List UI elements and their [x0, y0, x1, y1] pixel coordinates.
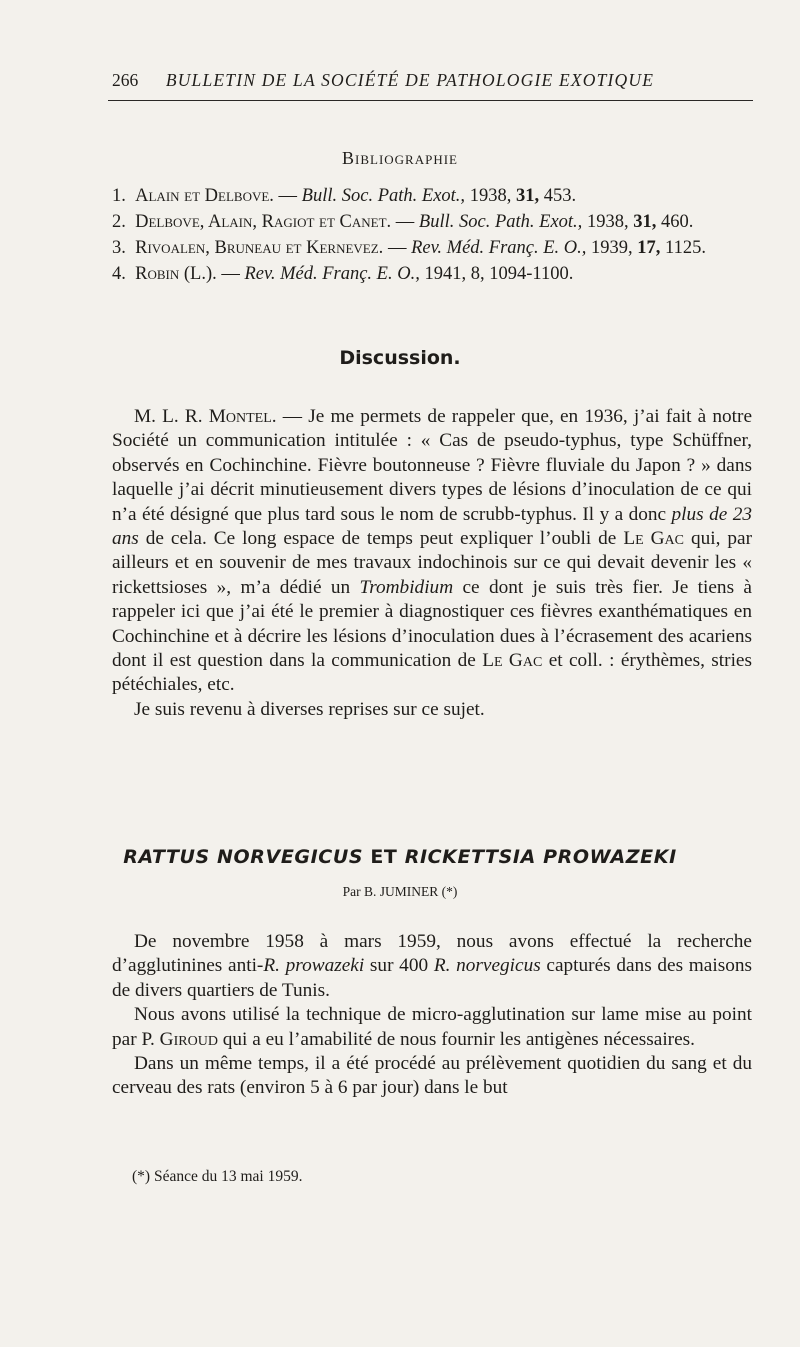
reference-item [112, 235, 752, 261]
ref-pages: 1094-1100. [484, 264, 574, 284]
reference-list [112, 183, 752, 287]
ref-authors: Rivoalen, Bruneau et Kernevez. [135, 238, 384, 258]
author-name: Le Gac [482, 650, 543, 672]
ref-dash: — [383, 238, 412, 258]
running-header [112, 70, 752, 91]
ref-volume: 31, [511, 186, 540, 206]
journal-title: BULLETIN DE LA SOCIÉTÉ DE PATHOLOGIE EXOTIQUE [165, 70, 655, 90]
ref-volume: 17, [632, 238, 661, 258]
ref-volume: 8, [466, 264, 485, 284]
text-run: Nous avons utilisé la technique de micro-agglutination sur lame mise au point par P. [112, 1004, 752, 1050]
ref-pages: 460. [656, 212, 694, 232]
ref-pages: 453. [539, 186, 577, 206]
ref-journal: Rev. Méd. Franç. E. O., [411, 238, 587, 258]
reference-item [112, 183, 752, 209]
article-byline: Par B. JUMINER (*) [342, 884, 458, 899]
ref-dash: — [391, 212, 419, 232]
ref-year: 1938, [582, 212, 629, 232]
text-run: de cela. Ce long espace de temps peut expliquer l’oubli de [138, 528, 624, 550]
paragraph [112, 930, 752, 1003]
italic-run: R. norvegicus [433, 955, 541, 977]
text-run: ce dont je suis très fier. Je tiens à rappeler ici que j’ai été le premier à diagnostiquer ces fièvres exanthématiques en Cochinchine et à décrire les lésions d’inoculation dues à l’écrasement des acariens dont il est question dans la communication de [112, 576, 752, 672]
text-run: qui a eu l’amabilité de nous fournir les antigènes nécessaires. [217, 1028, 695, 1050]
text-run: — Je me permets de rappeler que, en 1936, j’ai fait à notre Société un communication intitulée : « Cas de pseudo-typhus, type Schüffner, observés en Cochinchine. Fièvre boutonneuse ? Fièvre fluviale du Japon ? » dans laquelle j’ai décrit minutieusement divers types de lésions d’inoculation de ce qui n’a été désigné que plus tard sous le nom de scrubb-typhus. Il y a donc [112, 406, 752, 525]
article-title [0, 846, 800, 868]
text-run: capturés dans des maisons de divers quartiers de Tunis. [112, 955, 753, 1001]
ref-journal: Bull. Soc. Path. Exot., [301, 186, 466, 206]
text-run: sur 400 [364, 955, 434, 977]
header-rule [108, 100, 753, 101]
discussion-heading: Discussion. [339, 347, 461, 369]
ref-number: 4. [112, 264, 126, 284]
reference-item [112, 209, 752, 235]
ref-dash: — [216, 264, 245, 284]
reference-item [112, 261, 752, 287]
ref-authors: Robin (L.). [135, 264, 217, 284]
text-run: De novembre 1958 à mars 1959, nous avons effectué la recherche d’agglutinines anti- [112, 931, 752, 977]
ref-authors: Delbove, Alain, Ragiot et Canet. [135, 212, 392, 232]
ref-number: 3. [112, 238, 126, 258]
text-run: qui, par ailleurs et en souvenir de mes travaux indochinois sur ce qui devait devenir les « rickettsioses », m’a dédié un [112, 528, 752, 598]
ref-volume: 31, [628, 212, 657, 232]
title-part: RICKETTSIA PROWAZEKI [404, 846, 677, 868]
ref-number: 1. [112, 186, 126, 206]
paragraph: Dans un même temps, il a été procédé au prélèvement quotidien du sang et du cerveau des rats (environ 5 à 6 par jour) dans le but [112, 1053, 752, 1099]
paragraph [112, 1003, 752, 1052]
author-name: Le Gac [623, 528, 684, 550]
page-number: 266 [112, 70, 139, 90]
footnote: (*) Séance du 13 mai 1959. [132, 1168, 303, 1185]
ref-pages: 1125. [660, 238, 706, 258]
ref-year: 1939, [586, 238, 633, 258]
ref-year: 1938, [465, 186, 512, 206]
author-name: Giroud [159, 1028, 218, 1050]
ref-number: 2. [112, 212, 126, 232]
speaker-name: M. L. R. Montel. [134, 406, 277, 427]
discussion-body [112, 405, 752, 722]
italic-run: R. prowazeki [263, 955, 365, 977]
italic-run: Trombidium [359, 576, 454, 598]
bibliography-heading: Bibliographie [342, 148, 458, 168]
ref-journal: Bull. Soc. Path. Exot., [418, 212, 583, 232]
title-part: RATTUS NORVEGICUS [123, 846, 364, 868]
ref-dash: — [273, 186, 302, 206]
title-part: ET [363, 846, 405, 868]
paragraph [112, 405, 752, 698]
italic-run: plus de 23 ans [112, 503, 752, 550]
paragraph: Je suis revenu à diverses reprises sur ce sujet. [134, 698, 485, 720]
ref-authors: Alain et Delbove. [135, 186, 274, 206]
ref-journal: Rev. Méd. Franç. E. O., [244, 264, 420, 284]
ref-year: 1941, [419, 264, 467, 284]
text-run: et coll. : érythèmes, stries pétéchiales, etc. [112, 650, 752, 696]
article-body [112, 930, 752, 1101]
